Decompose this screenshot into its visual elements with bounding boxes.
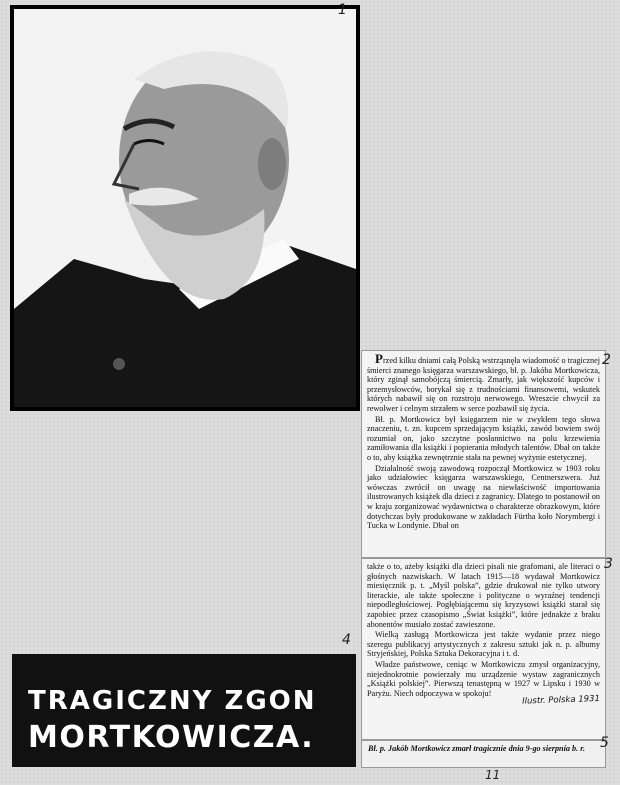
article-column-part-2: [361, 558, 606, 740]
headline-line-2: MORTKOWICZA.: [28, 720, 315, 755]
article-paragraph: Wielką zasługą Mortkowicza jest także wydanie przez niego szeregu publikacyj artystycznych z zakresu sztuki jak n. p. albumy Stryjeńskiej, Polska Sztuka Dekoracyjna i t. d.: [367, 630, 600, 659]
portrait-illustration: [14, 9, 356, 407]
photo-caption: Bł. p. Jakób Mortkowicz zmarł tragicznie dnia 9-go sierpnia b. r.: [361, 740, 606, 768]
article-paragraph: Działalność swoją zawodową rozpoczął Mortkowicz w 1903 roku jako udziałowiec księgarza warszawskiego, Centnerszwera. Już wówczas zwrócił on uwagę na niewłaściwość importowania ilustrowanych książek dla dzieci z zagranicy. Dlatego to postanowił on w kraju zorganizować wydawnictwa o charakterze obrazkowym, które dotychczas były produkowane w zakładach Fürtha koło Norymbergi i Tucka w Londynie. Dbał on: [367, 463, 600, 531]
article-paragraph: także o to, ażeby książki dla dzieci pisali nie grafomani, ale literaci o głośnych nazwiskach. W latach 1915—18 wydawał Mortkowicz miesięcznik p. t. „Myśl polska”, gdzie drukował nie tylko utwory literackie, ale także społeczne i polityczne o wyraźnej tendencji niepodległościowej. Pogłębiającemu się kryzysowi książki starał się zapobiec przez czasopismo „Świat książki”, które jednakże z braku abonentów musiało zostać zawieszone.: [367, 562, 600, 629]
handwritten-mark: 11: [485, 768, 501, 782]
article-column-part-1: [361, 350, 606, 558]
handwritten-mark: 1: [338, 2, 347, 18]
article-paragraph: Władze państwowe, ceniąc w Mortkowiczu zmysł organizacyjny, niejednokrotnie powierzały mu urządzenie wystaw zagranicznych „Książki polskiej”. Pierwszą tenastępną w 1927 w Lipsku i 1930 w Paryżu. Niech odpoczywa w spokoju!: [367, 659, 600, 698]
handwritten-mark: 2: [602, 352, 611, 368]
headline-line-1: TRAGICZNY ZGON: [28, 686, 317, 716]
handwritten-mark: 5: [600, 735, 609, 751]
portrait-photo: [10, 5, 360, 411]
article-paragraph: Bł. p. Mortkowicz był księgarzem nie w zwykłem tego słowa znaczeniu, t. zn. kupcem sprzedającym książki, zawód bowiem swój rozumiał on, jako szczytne posłannictwo na polu krzewienia zamiłowania dla książki i popierania młodych talentów. Dbał on także o to, aby książka zewnętrznie stała na pewnej wyżynie estetycznej.: [367, 414, 600, 462]
handwritten-mark: 4: [342, 632, 351, 648]
article-paragraph: Przed kilku dniami całą Polską wstrząsnęła wiadomość o tragicznej śmierci znanego księgarza warszawskiego, bł. p. Jakóba Mortkowicza, który zginął samobójczą śmiercią. Zmarły, jak większość kupców i przemysłowców, borykał się z trudnościami finansowemi, wskutek których nabawił się on rozstroju nerwowego. Wreszcie chwycił za rewolwer i celnym strzałem w serce pozbawił się życia.: [367, 351, 600, 413]
handwritten-mark: 3: [604, 556, 613, 572]
headline-box: [12, 654, 356, 767]
handwritten-source-note: Ilustr. Polska 1931: [522, 694, 601, 707]
